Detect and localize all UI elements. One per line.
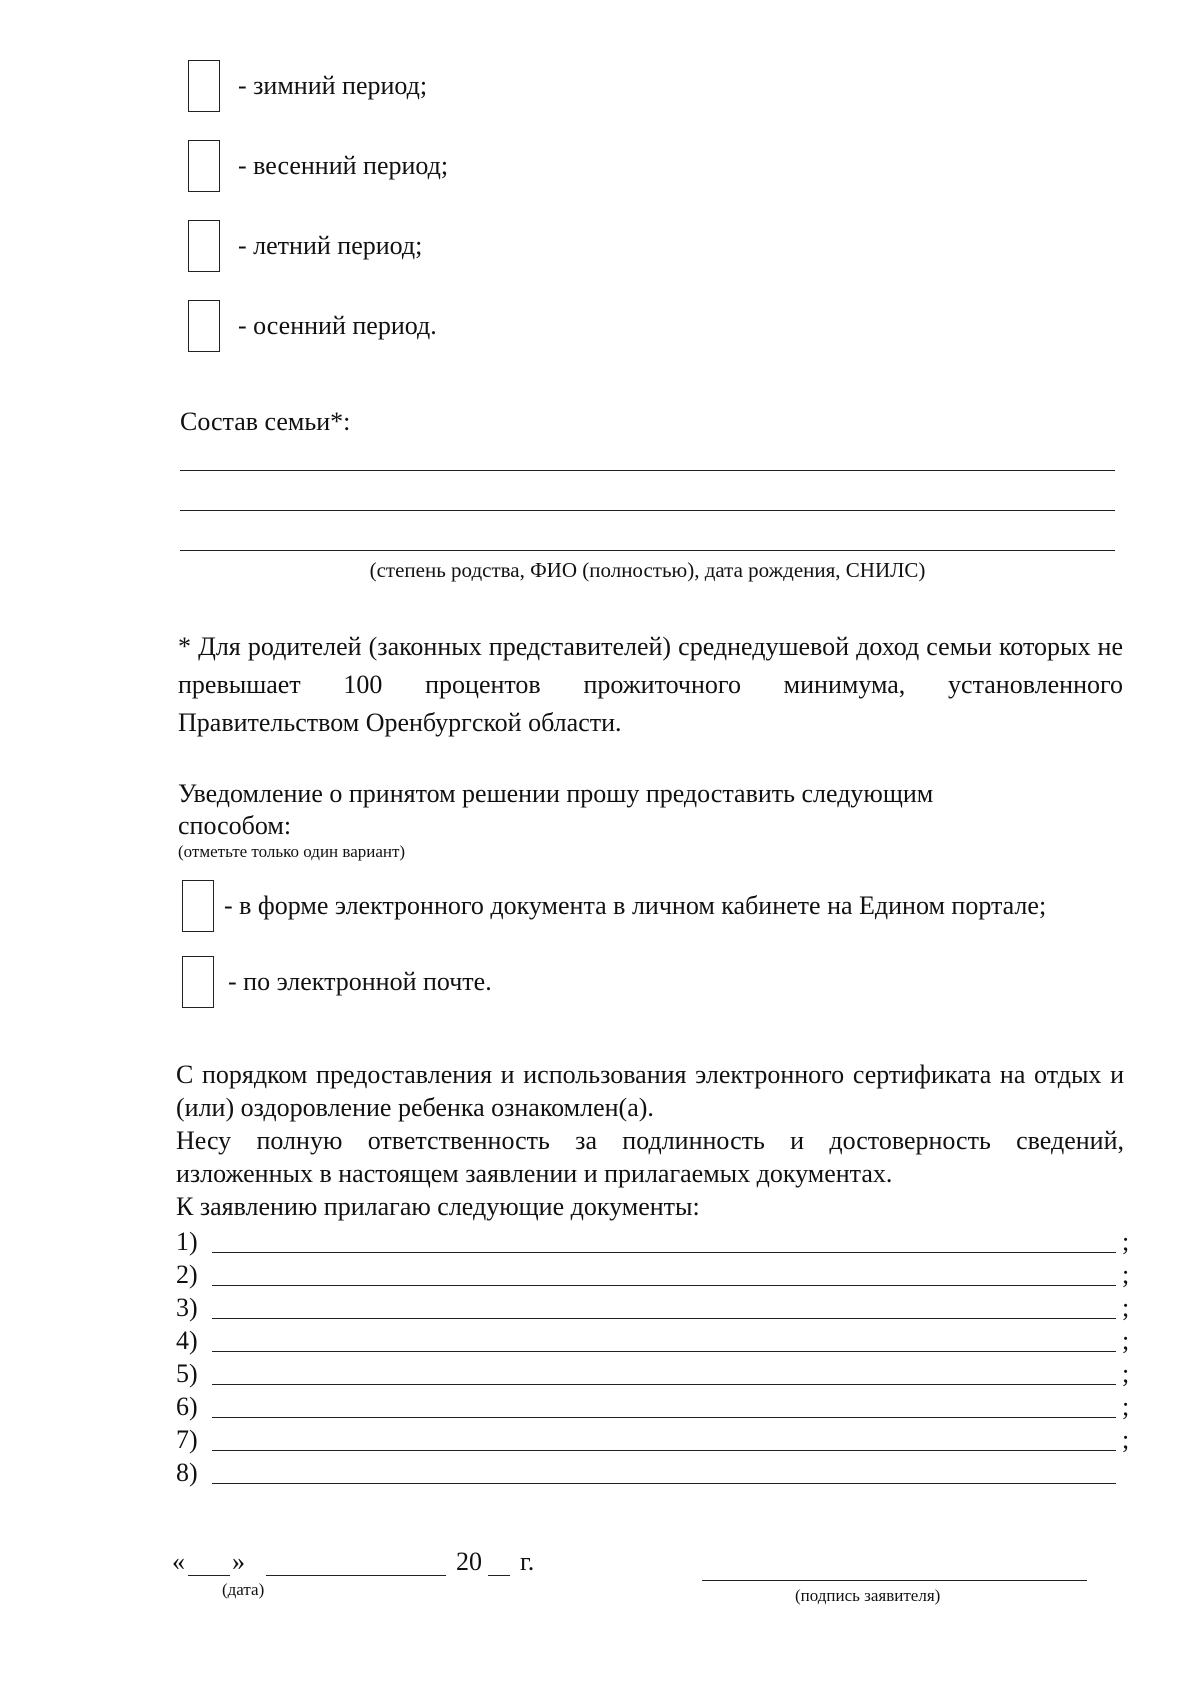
checkbox[interactable] (188, 140, 220, 192)
notify-option-label: - в форме электронного документа в личном кабинете на Едином портале; (224, 891, 1047, 920)
attachment-number: 6) (176, 1392, 198, 1421)
period-option-summer[interactable] (188, 220, 422, 272)
period-label: - зимний период; (238, 71, 428, 100)
attachment-terminator: ; (1122, 1359, 1130, 1388)
attachment-number: 8) (176, 1458, 198, 1487)
checkbox[interactable] (182, 956, 214, 1008)
attachment-input-line[interactable] (212, 1325, 1116, 1352)
notify-option-portal[interactable] (182, 880, 1046, 932)
period-label: - летний период; (238, 231, 423, 260)
family-caption: (степень родства, ФИО (полностью), дата рождения, СНИЛС) (369, 558, 926, 582)
period-option-spring[interactable] (188, 140, 448, 192)
date-caption: (дата) (222, 1580, 265, 1599)
checkbox[interactable] (188, 300, 220, 352)
attachment-number: 4) (176, 1326, 198, 1355)
year-prefix: 20 (456, 1547, 482, 1576)
month-line[interactable] (266, 1575, 446, 1576)
year-suffix: г. (520, 1547, 535, 1576)
attachment-input-line[interactable] (212, 1391, 1116, 1418)
statement-acquainted: С порядком предоставления и использования электронного сертификата на отдых и (или) оздоровление ребенка ознакомлен(а). (176, 1060, 1124, 1122)
attachment-row[interactable] (176, 1290, 1136, 1323)
period-option-winter[interactable] (188, 60, 427, 112)
statement-attachments: К заявлению прилагаю следующие документы: (176, 1192, 700, 1221)
notify-option-email[interactable] (182, 956, 492, 1008)
attachment-terminator: ; (1122, 1392, 1130, 1421)
checkbox[interactable] (182, 880, 214, 932)
attachment-input-line[interactable] (212, 1424, 1116, 1451)
attachment-number: 7) (176, 1425, 198, 1454)
signature-caption: (подпись заявителя) (795, 1586, 941, 1605)
family-line-2[interactable] (180, 510, 1115, 511)
family-title: Состав семьи*: (180, 407, 351, 436)
family-line-1[interactable] (180, 470, 1115, 471)
attachment-terminator: ; (1122, 1227, 1130, 1256)
attachment-number: 1) (176, 1227, 198, 1256)
checkbox[interactable] (188, 60, 220, 112)
checkbox[interactable] (188, 220, 220, 272)
attachment-row[interactable] (176, 1323, 1136, 1356)
attachment-row[interactable] (176, 1356, 1136, 1389)
notification-title: Уведомление о принятом решении прошу предоставить следующим способом: (178, 779, 934, 840)
signature-line[interactable] (702, 1580, 1087, 1581)
quote-close: » (232, 1547, 245, 1576)
income-footnote: * Для родителей (законных представителей) среднедушевой доход семьи которых не превышает 100 процентов прожиточного минимума, установленного Правительством Оренбургской области. (178, 632, 1123, 737)
attachment-terminator: ; (1122, 1326, 1130, 1355)
notify-option-label: - по электронной почте. (228, 967, 492, 996)
statement-responsibility: Несу полную ответственность за подлинность и достоверность сведений, изложенных в настоящем заявлении и прилагаемых документах. (176, 1126, 1124, 1188)
notification-hint: (отметьте только один вариант) (178, 842, 406, 861)
attachment-number: 2) (176, 1260, 198, 1289)
attachment-terminator: ; (1122, 1293, 1130, 1322)
quote-open: « (172, 1547, 185, 1576)
family-line-3[interactable] (180, 550, 1115, 551)
attachment-row[interactable] (176, 1422, 1136, 1455)
attachment-terminator: ; (1122, 1425, 1130, 1454)
attachment-input-line[interactable] (212, 1292, 1116, 1319)
period-label: - осенний период. (238, 311, 437, 340)
attachment-row[interactable] (176, 1455, 1136, 1488)
attachment-row[interactable] (176, 1389, 1136, 1422)
attachment-row[interactable] (176, 1257, 1136, 1290)
attachment-row[interactable] (176, 1224, 1136, 1257)
attachment-input-line[interactable] (212, 1358, 1116, 1385)
attachment-input-line[interactable] (212, 1457, 1116, 1484)
attachment-number: 5) (176, 1359, 198, 1388)
attachment-input-line[interactable] (212, 1259, 1116, 1286)
attachment-input-line[interactable] (212, 1226, 1116, 1253)
period-option-autumn[interactable] (188, 300, 437, 352)
attachment-terminator: ; (1122, 1260, 1130, 1289)
attachment-number: 3) (176, 1293, 198, 1322)
period-label: - весенний период; (238, 151, 449, 180)
day-line[interactable] (188, 1575, 230, 1576)
year-line[interactable] (488, 1575, 510, 1576)
